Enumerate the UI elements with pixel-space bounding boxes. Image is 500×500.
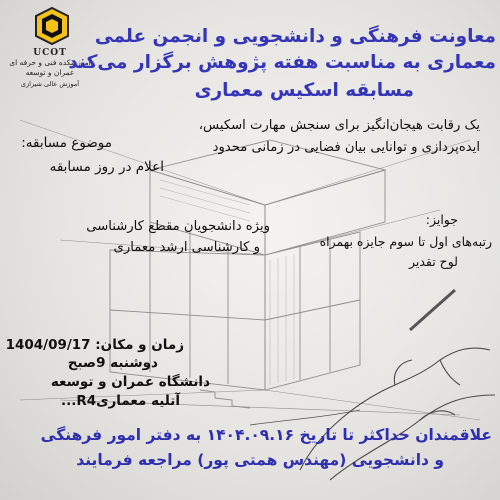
title-line-3: مسابقه اسکیس معماری [194, 80, 414, 101]
logo-subtitle: آموزش عالی شیرازی [20, 80, 80, 88]
prizes-line-1: رتبه‌های اول تا سوم جایزه بهمراه [319, 234, 492, 249]
prizes-label: جوایز: [425, 212, 458, 227]
call-to-action-line-2: و دانشجویی (مهندس همتی پور) مراجعه فرمایند [76, 451, 444, 469]
schedule-room: آتلیه معماریR4... [60, 393, 180, 409]
schedule-venue: دانشگاه عمران و توسعه [50, 374, 210, 390]
prizes-line-2: لوح تقدیر [408, 254, 458, 269]
audience-line-1: ویژه دانشجویان مقطع کارشناسی [86, 219, 270, 234]
title-line-2: معماری به مناسبت هفته پژوهش برگزار می‌کند [68, 52, 496, 73]
title-line-1: معاونت فرهنگی و دانشجویی و انجمن علمی [94, 26, 496, 47]
topic-value: اعلام در روز مسابقه [49, 159, 164, 175]
topic-label: موضوع مسابقه: [21, 135, 112, 151]
schedule-date: زمان و مکان: 1404/09/17 [5, 337, 184, 353]
logo-name-line1: آموزشکده فنی و حرفه ای [9, 58, 91, 67]
audience-line-2: و کارشناسی ارشد معماری [113, 240, 260, 255]
logo-abbreviation: UCOT [33, 48, 67, 58]
call-to-action-line-1: علاقمندان حداکثر تا تاریخ ۱۴۰۴.۰۹.۱۶ به دفتر امور فرهنگی [40, 426, 492, 444]
schedule-day-time: دوشنبه 9صبح [67, 355, 158, 371]
description-line-1: یک رقابت هیجان‌انگیز برای سنجش مهارت اسکیس، [198, 118, 480, 133]
description-line-2: ایده‌پردازی و توانایی بیان فضایی در زمانی محدود [212, 140, 480, 155]
logo-name-line2: عمران و توسعه [25, 68, 75, 77]
